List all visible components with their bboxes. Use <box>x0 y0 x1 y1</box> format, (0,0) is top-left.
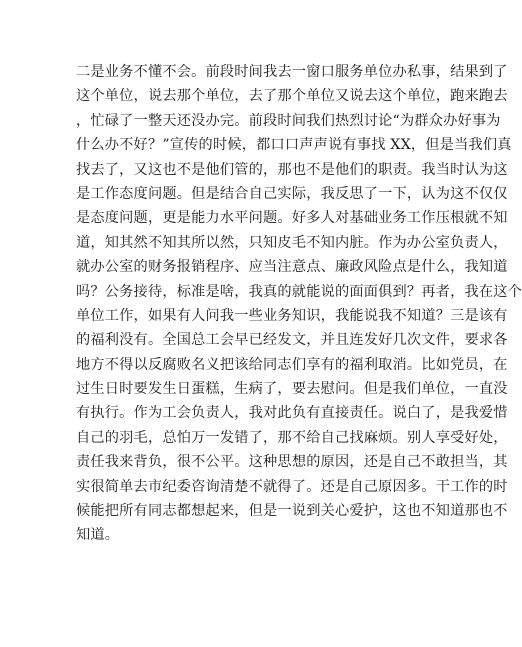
text-line: 这个单位，说去那个单位，去了那个单位又说去这个单位，跑来跑去 <box>76 88 508 105</box>
text-line: 单位工作，如果有人问我一些业务知识，我能说我不知道？三是该有 <box>76 307 508 324</box>
text-line: 是工作态度问题。但是结合自己实际，我反思了一下，认为这不仅仅 <box>76 185 508 202</box>
text-line: 就办公室的财务报销程序、应当注意点、廉政风险点是什么，我知道 <box>76 259 508 276</box>
text-line: 过生日时要发生日蛋糕，生病了，要去慰问。但是我们单位，一直没 <box>76 381 508 398</box>
text-line: 道，知其然不知其所以然，只知皮毛不知内脏。作为办公室负责人， <box>76 234 508 251</box>
text-line: 自己的羽毛，总怕万一发错了，那不给自己找麻烦。别人享受好处， <box>76 429 508 446</box>
text-line: 是态度问题，更是能力水平问题。好多人对基础业务工作压根就不知 <box>76 210 508 227</box>
text-line: 吗？公务接待，标准是啥，我真的就能说的面面俱到？再者，我在这个 <box>76 283 522 300</box>
text-line: 知道。 <box>76 527 120 544</box>
text-line: 什么办不好？”宣传的时候，都口口声声说有事找 XX，但是当我们真 <box>76 137 512 154</box>
text-line: 有执行。作为工会负责人，我对此负有直接责任。说白了，是我爱惜 <box>76 405 508 422</box>
text-line: 找去了，又这也不是他们管的，那也不是他们的职责。我当时认为这 <box>76 161 508 178</box>
text-line: 地方不得以反腐败名义把该给同志们享有的福利取消。比如党员，在 <box>76 356 508 373</box>
text-line: 二是业务不懂不会。前段时间我去一窗口服务单位办私事，结果到了 <box>76 64 508 80</box>
text-line: 实很简单去市纪委咨询清楚不就得了。还是自己原因多。干工作的时 <box>76 478 508 495</box>
body-text <box>76 60 522 548</box>
text-line: 责任我来背负，很不公平。这种思想的原因，还是自己不敢担当，其 <box>76 454 508 471</box>
text-line: 的福利没有。全国总工会早已经发文，并且连发好几次文件，要求各 <box>76 332 508 349</box>
text-line: 候能把所有同志都想起来，但是一说到关心爱护，这也不知道那也不 <box>76 503 508 520</box>
text-line: ，忙碌了一整天还没办完。前段时间我们热烈讨论“为群众办好事为 <box>76 112 501 129</box>
